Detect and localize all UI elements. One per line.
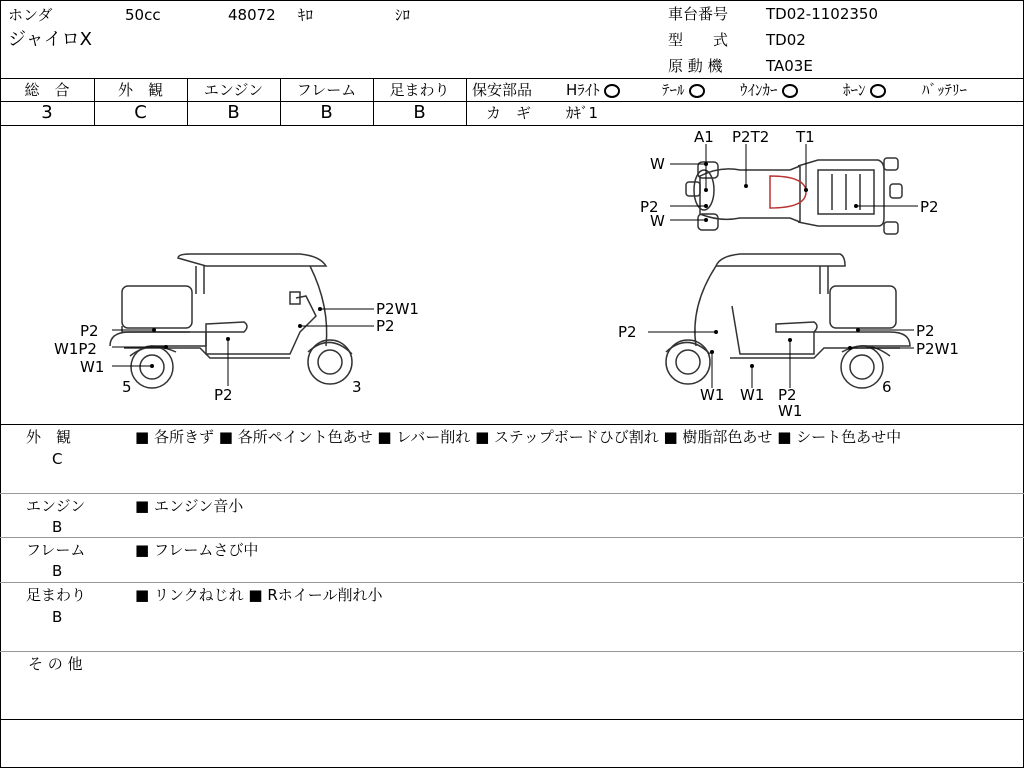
damage-label: P2 [920, 198, 939, 216]
damage-label: W1 [80, 358, 105, 376]
divider [0, 493, 1024, 494]
right-side-scooter-illustration [666, 254, 910, 388]
grade-value-exterior: C [134, 102, 147, 123]
ok-circle-icon [782, 84, 798, 98]
divider [0, 78, 1024, 79]
grade-label-frame: フレーム [296, 81, 357, 99]
ok-circle-icon [604, 84, 620, 98]
divider [0, 719, 1024, 720]
divider [0, 651, 1024, 652]
remark-text-suspension: ■ リンクねじれ ■ Rホイール削れ小 [135, 586, 383, 604]
safety-item-horn: ﾎｰﾝ [843, 81, 886, 99]
damage-label: W1 [778, 402, 803, 420]
damage-label: W [650, 212, 665, 230]
damage-label: W1 [700, 386, 725, 404]
engine-value: TA03E [766, 57, 813, 75]
key-label: カ ギ [486, 104, 532, 122]
remark-grade-suspension: B [52, 608, 63, 626]
damage-label: P2 [640, 198, 659, 216]
type-value: TD02 [766, 31, 806, 49]
mileage-unit: ｷﾛ [298, 6, 314, 24]
grade-label-overall: 総 合 [24, 81, 70, 99]
safety-item-battery: ﾊﾞｯﾃﾘｰ [922, 81, 968, 99]
remark-title-frame: フレーム [26, 541, 86, 559]
remark-text-exterior: ■ 各所きず ■ 各所ペイント色あせ ■ レバー削れ ■ ステップボードひび割れ ■ 樹脂部色あせ ■ シート色あせ中 [135, 428, 902, 446]
damage-label: 6 [882, 378, 892, 396]
damage-label: P2 [214, 386, 233, 404]
damage-label: P2 [916, 322, 935, 340]
grade-value-suspension: B [413, 102, 426, 123]
chassis-value: TD02-1102350 [766, 5, 879, 23]
safety-item-tail: ﾃｰﾙ [662, 81, 705, 99]
divider [0, 582, 1024, 583]
damage-label: A1 [694, 128, 714, 146]
damage-label: P2 [80, 322, 99, 340]
type-label: 型 式 [668, 31, 729, 49]
model-name: ジャイロX [8, 29, 92, 50]
damage-diagram [0, 126, 1024, 423]
safety-label: 保安部品 [472, 81, 533, 99]
damage-label: T1 [796, 128, 815, 146]
remark-text-engine: ■ エンジン音小 [135, 497, 244, 515]
remark-text-frame: ■ フレームさび中 [135, 541, 259, 559]
remark-grade-exterior: C [52, 450, 63, 468]
grade-value-overall: 3 [41, 102, 53, 123]
engine-label: 原 動 機 [668, 57, 723, 75]
grade-value-frame: B [320, 102, 333, 123]
left-side-scooter-illustration [110, 254, 352, 388]
divider [0, 537, 1024, 538]
grade-label-exterior: 外 観 [117, 81, 163, 99]
maker: ホンダ [8, 6, 53, 24]
safety-item-headlight: Hﾗｲﾄ [566, 81, 620, 99]
damage-label: P2 [376, 317, 395, 335]
damage-label: P2 [618, 323, 637, 341]
grade-label-suspension: 足まわり [389, 81, 450, 99]
divider [466, 101, 1024, 102]
remark-grade-frame: B [52, 562, 63, 580]
displacement: 50cc [125, 6, 161, 24]
key-value: ｶｷﾞ1 [566, 104, 599, 122]
ok-circle-icon [689, 84, 705, 98]
damage-label: W1P2 [54, 340, 97, 358]
damage-label: 5 [122, 378, 132, 396]
damage-label: W1 [740, 386, 765, 404]
safety-item-winker: ｳｲﾝｶｰ [740, 81, 798, 99]
color: ｼﾛ [395, 6, 411, 24]
remark-title-other: そ の 他 [28, 655, 83, 673]
damage-label: P2W1 [376, 300, 419, 318]
chassis-label: 車台番号 [668, 5, 729, 23]
ok-circle-icon [870, 84, 886, 98]
remark-title-exterior: 外 観 [26, 428, 72, 446]
damage-label: 3 [352, 378, 362, 396]
grade-value-engine: B [227, 102, 240, 123]
top-view-scooter-illustration [686, 158, 902, 234]
divider [0, 424, 1024, 425]
damage-label: W [650, 155, 665, 173]
damage-label: P2W1 [916, 340, 959, 358]
grade-label-engine: エンジン [203, 81, 264, 99]
remark-title-suspension: 足まわり [26, 586, 87, 604]
damage-label: P2T2 [732, 128, 770, 146]
mileage: 48072 [228, 6, 276, 24]
remark-grade-engine: B [52, 518, 63, 536]
damage-label: P2 [778, 386, 797, 404]
remark-title-engine: エンジン [26, 497, 86, 515]
